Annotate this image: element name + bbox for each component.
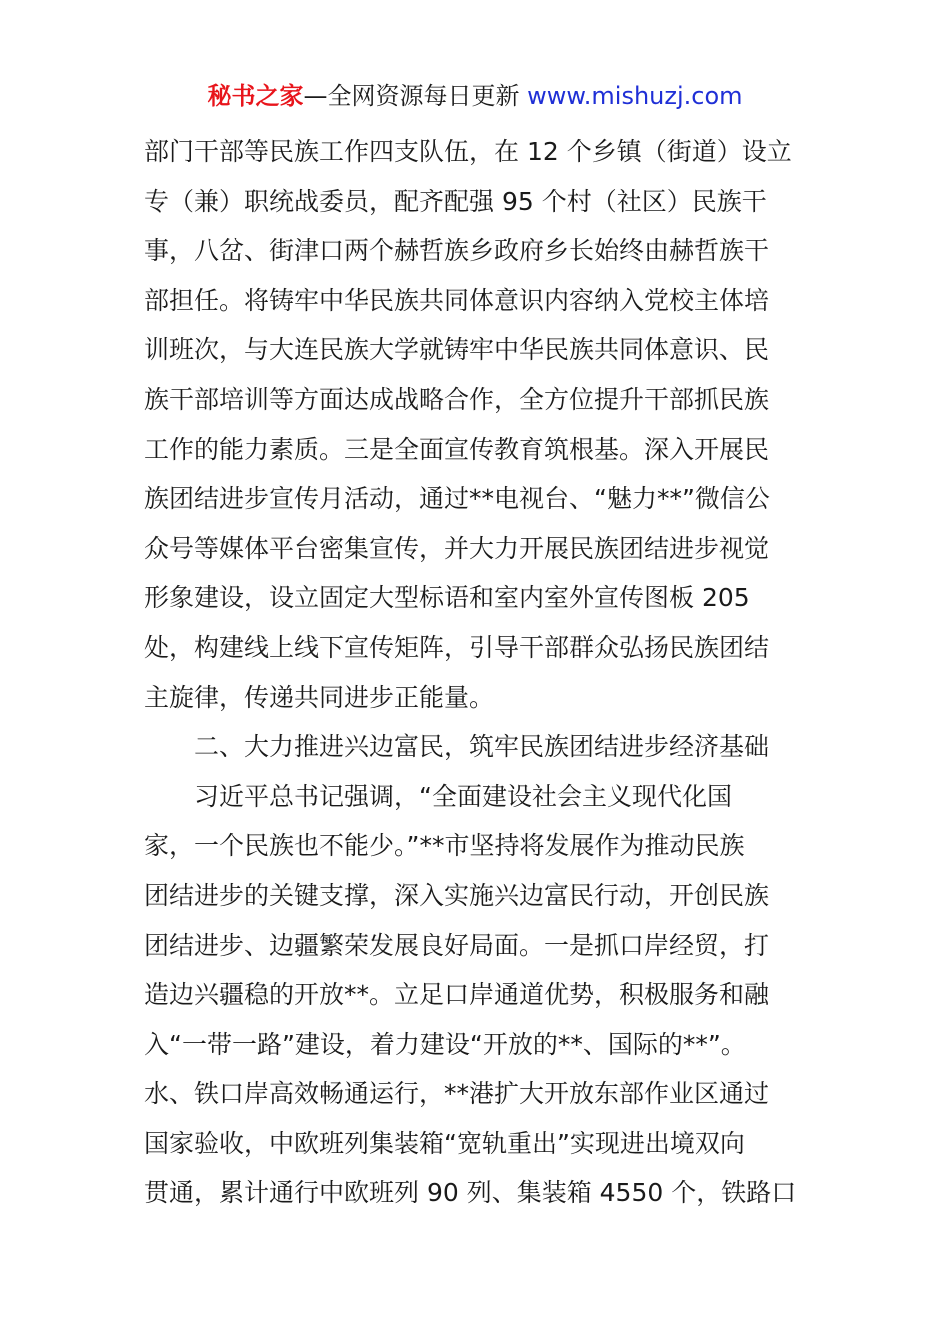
paragraph-first-line: 习近平总书记强调，“全面建设社会主义现代化国 xyxy=(194,781,732,811)
text-line: 事，八岔、街津口两个赫哲族乡政府乡长始终由赫哲族干 xyxy=(144,236,770,266)
text-line: 形象建设，设立固定大型标语和室内室外宣传图板 205 xyxy=(144,583,750,613)
text-line: 水、铁口岸高效畅通运行，**港扩大开放东部作业区通过 xyxy=(144,1079,770,1109)
text-line: 训班次，与大连民族大学就铸牢中华民族共同体意识、民 xyxy=(144,335,770,365)
text-line: 团结进步的关键支撑，深入实施兴边富民行动，开创民族 xyxy=(144,880,770,910)
text-line: 贯通，累计通行中欧班列 90 列、集装箱 4550 个，铁路口 xyxy=(144,1178,797,1208)
text-line: 部门干部等民族工作四支队伍，在 12 个乡镇（街道）设立 xyxy=(144,137,792,166)
site-header xyxy=(0,80,950,112)
text-line: 处，构建线上线下宣传矩阵，引导干部群众弘扬民族团结 xyxy=(144,632,770,662)
text-line: 族团结进步宣传月活动，通过**电视台、“魅力**”微信公 xyxy=(144,484,770,514)
document-body xyxy=(144,127,824,1218)
text-line: 国家验收，中欧班列集装箱“宽轨重出”实现进出境双向 xyxy=(144,1128,745,1158)
text-line: 家，一个民族也不能少。”**市坚持将发展作为推动民族 xyxy=(144,831,745,861)
header-tagline: —全网资源每日更新 xyxy=(303,82,528,110)
text-line: 众号等媒体平台密集宣传，并大力开展民族团结进步视觉 xyxy=(144,533,770,563)
site-url[interactable]: www.mishuzj.com xyxy=(527,82,743,110)
text-line: 部担任。将铸牢中华民族共同体意识内容纳入党校主体培 xyxy=(144,285,770,315)
text-line: 专（兼）职统战委员，配齐配强 95 个村（社区）民族干 xyxy=(144,186,767,216)
text-line: 造边兴疆稳的开放**。立足口岸通道优势，积极服务和融 xyxy=(144,980,770,1010)
text-line: 入“一带一路”建设，着力建设“开放的**、国际的**”。 xyxy=(144,1029,746,1059)
text-line: 族干部培训等方面达成战略合作，全方位提升干部抓民族 xyxy=(144,384,770,414)
text-line: 团结进步、边疆繁荣发展良好局面。一是抓口岸经贸，打 xyxy=(144,930,770,960)
text-line: 主旋律，传递共同进步正能量。 xyxy=(144,682,495,712)
text-line: 工作的能力素质。三是全面宣传教育筑根基。深入开展民 xyxy=(144,434,770,464)
section-heading: 二、大力推进兴边富民，筑牢民族团结进步经济基础 xyxy=(194,732,770,762)
brand-name: 秘书之家 xyxy=(207,82,304,110)
